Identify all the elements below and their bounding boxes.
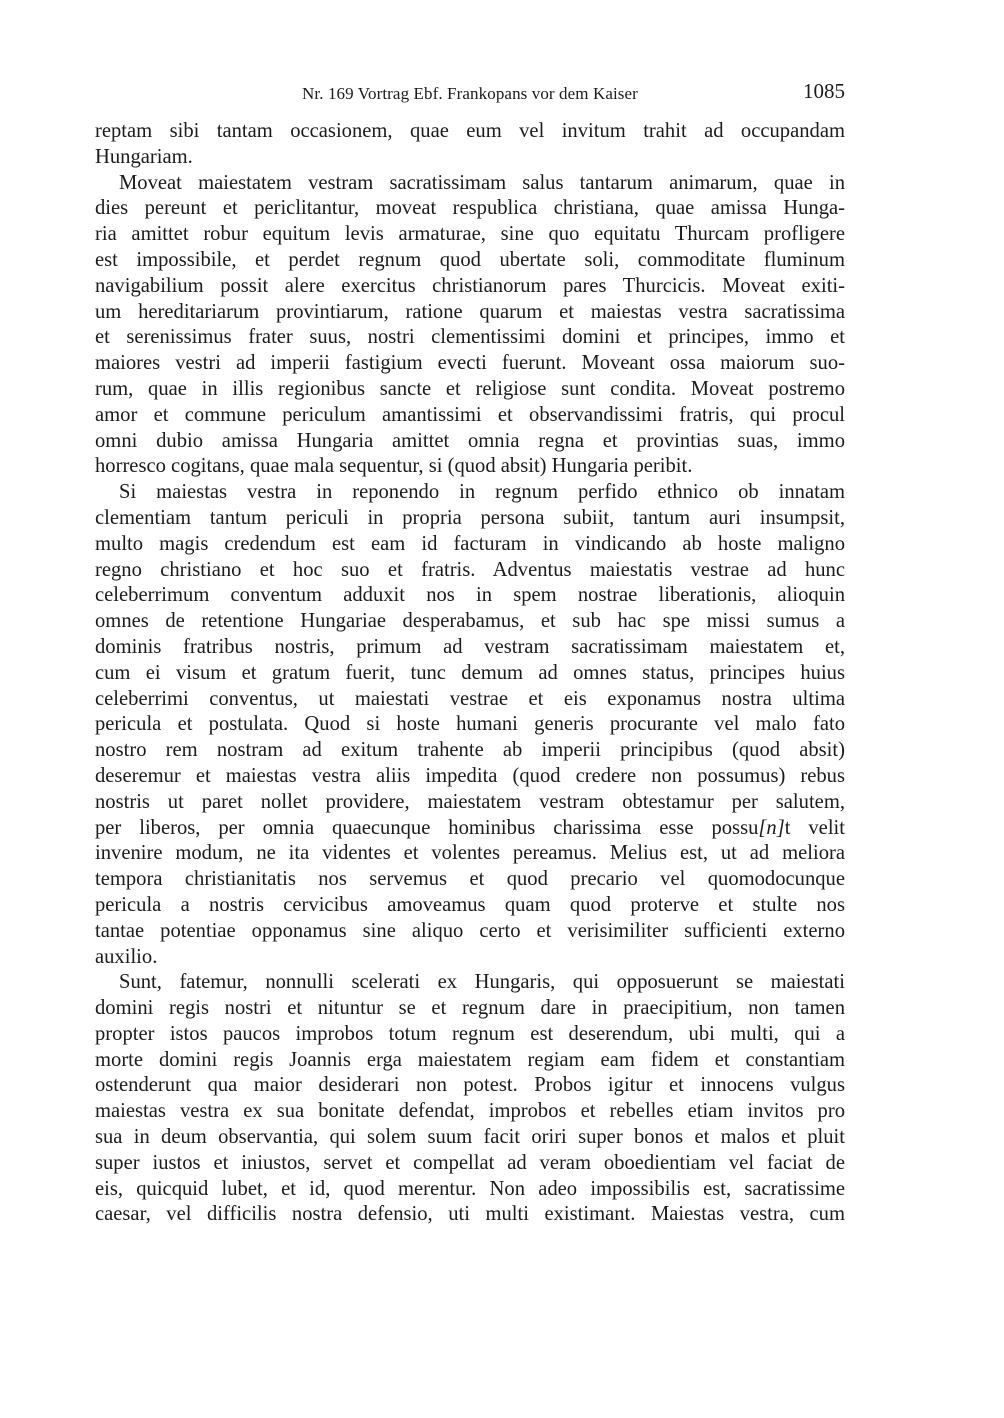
text-line: per liberos, per omnia quaecunque hominibus charissima esse possu[n]t velit	[95, 816, 845, 839]
text-line: pericula a nostris cervicibus amoveamus quam quod proterve et stulte nos	[95, 893, 845, 916]
text-line: tantae potentiae opponamus sine aliquo certo et verisimiliter sufficienti externo	[95, 919, 845, 942]
text-line: dies pereunt et periclitantur, moveat respublica christiana, quae amissa Hunga-	[95, 197, 845, 220]
text-line: eis, quicquid lubet, et id, quod merentur. Non adeo impossibilis est, sacratissime	[95, 1177, 845, 1200]
paragraph	[95, 480, 845, 970]
text-line: est impossibile, et perdet regnum quod ubertate soli, commoditate fluminum	[95, 248, 845, 271]
text-line: et serenissimus frater suus, nostri clementissimi domini et principes, immo et	[95, 326, 845, 349]
text-line: ria amittet robur equitum levis armaturae, sine quo equitatu Thurcam profligere	[95, 223, 845, 246]
text-line: maiestas vestra ex sua bonitate defendat, improbos et rebelles etiam invitos pro	[95, 1100, 845, 1123]
text-line: celeberrimum conventum adduxit nos in spem nostrae liberationis, alioquin	[95, 584, 845, 607]
text-line: Hungariam.	[95, 145, 193, 168]
text-line: regno christiano et hoc suo et fratris. Adventus maiestatis vestrae ad hunc	[95, 558, 845, 581]
text-line: multo magis credendum est eam id facturam in vindicando ab hoste maligno	[95, 532, 845, 555]
text-line: caesar, vel difficilis nostra defensio, uti multi existimant. Maiestas vestra, cum	[95, 1203, 845, 1226]
text-line: Si maiestas vestra in reponendo in regnum perfido ethnico ob innatam	[119, 481, 845, 504]
text-line: reptam sibi tantam occasionem, quae eum vel invitum trahit ad occupandam	[95, 120, 845, 142]
text-line: cum ei visum et gratum fuerit, tunc demum ad omnes status, principes huius	[95, 661, 845, 684]
text-line: omni dubio amissa Hungaria amittet omnia regna et provintias suas, immo	[95, 429, 845, 452]
text-line: navigabilium possit alere exercitus christianorum pares Thurcicis. Moveat exiti-	[95, 274, 845, 297]
text-line: morte domini regis Joannis erga maiestatem regiam eam fidem et constantiam	[95, 1048, 845, 1071]
text-line: nostro rem nostram ad exitum trahente ab imperii principibus (quod absit)	[95, 739, 845, 762]
body-text	[95, 119, 845, 1228]
text-line: um hereditariarum provintiarum, ratione quarum et maiestas vestra sacratissima	[95, 300, 845, 323]
text-line: nostris ut paret nollet providere, maiestatem vestram obtestamur per salutem,	[95, 790, 845, 813]
text-line: maiores vestri ad imperii fastigium evecti fuerunt. Moveant ossa maiorum suo-	[95, 352, 845, 375]
running-title: Nr. 169 Vortrag Ebf. Frankopans vor dem Kaiser	[302, 84, 638, 103]
page-number: 1085	[803, 79, 845, 103]
paragraph	[95, 171, 845, 481]
text-line: domini regis nostri et nituntur se et regnum dare in praecipitium, non tamen	[95, 997, 845, 1020]
text-line: deseremur et maiestas vestra aliis impedita (quod credere non possumus) rebus	[95, 764, 845, 787]
text-line: Sunt, fatemur, nonnulli scelerati ex Hungaris, qui opposuerunt se maiestati	[119, 971, 845, 994]
paragraph	[95, 119, 845, 171]
text-line: horresco cogitans, quae mala sequentur, si (quod absit) Hungaria peribit.	[95, 455, 693, 478]
text-line: dominis fratribus nostris, primum ad vestram sacratissimam maiestatem et,	[95, 635, 845, 658]
text-line: super iustos et iniustos, servet et compellat ad veram oboedientiam vel faciat de	[95, 1151, 845, 1174]
paragraph	[95, 970, 845, 1228]
text-line: Moveat maiestatem vestram sacratissimam salus tantarum animarum, quae in	[119, 171, 845, 194]
text-line: propter istos paucos improbos totum regnum est deserendum, ubi multi, qui a	[95, 1022, 845, 1045]
text-line: ostenderunt qua maior desiderari non potest. Probos igitur et innocens vulgus	[95, 1074, 845, 1097]
text-line: omnes de retentione Hungariae desperabamus, et sub hac spe missi sumus a	[95, 610, 845, 633]
text-line: sua in deum observantia, qui solem suum facit oriri super bonos et malos et pluit	[95, 1126, 845, 1149]
text-line: celeberrimi conventus, ut maiestati vestrae et eis exponamus nostra ultima	[95, 687, 845, 710]
text-line: rum, quae in illis regionibus sancte et religiose sunt condita. Moveat postremo	[95, 377, 845, 400]
book-page	[95, 78, 845, 1228]
text-line: pericula et postulata. Quod si hoste humani generis procurante vel malo fato	[95, 713, 845, 736]
running-head	[95, 78, 845, 110]
text-line: clementiam tantum periculi in propria persona subiit, tantum auri insumpsit,	[95, 506, 845, 529]
text-line: tempora christianitatis nos servemus et quod precario vel quomodocunque	[95, 868, 845, 891]
text-line: amor et commune periculum amantissimi et observandissimi fratris, qui procul	[95, 403, 845, 426]
text-line: invenire modum, ne ita videntes et volentes pereamus. Melius est, ut ad meliora	[95, 842, 845, 865]
text-line: auxilio.	[95, 945, 158, 968]
